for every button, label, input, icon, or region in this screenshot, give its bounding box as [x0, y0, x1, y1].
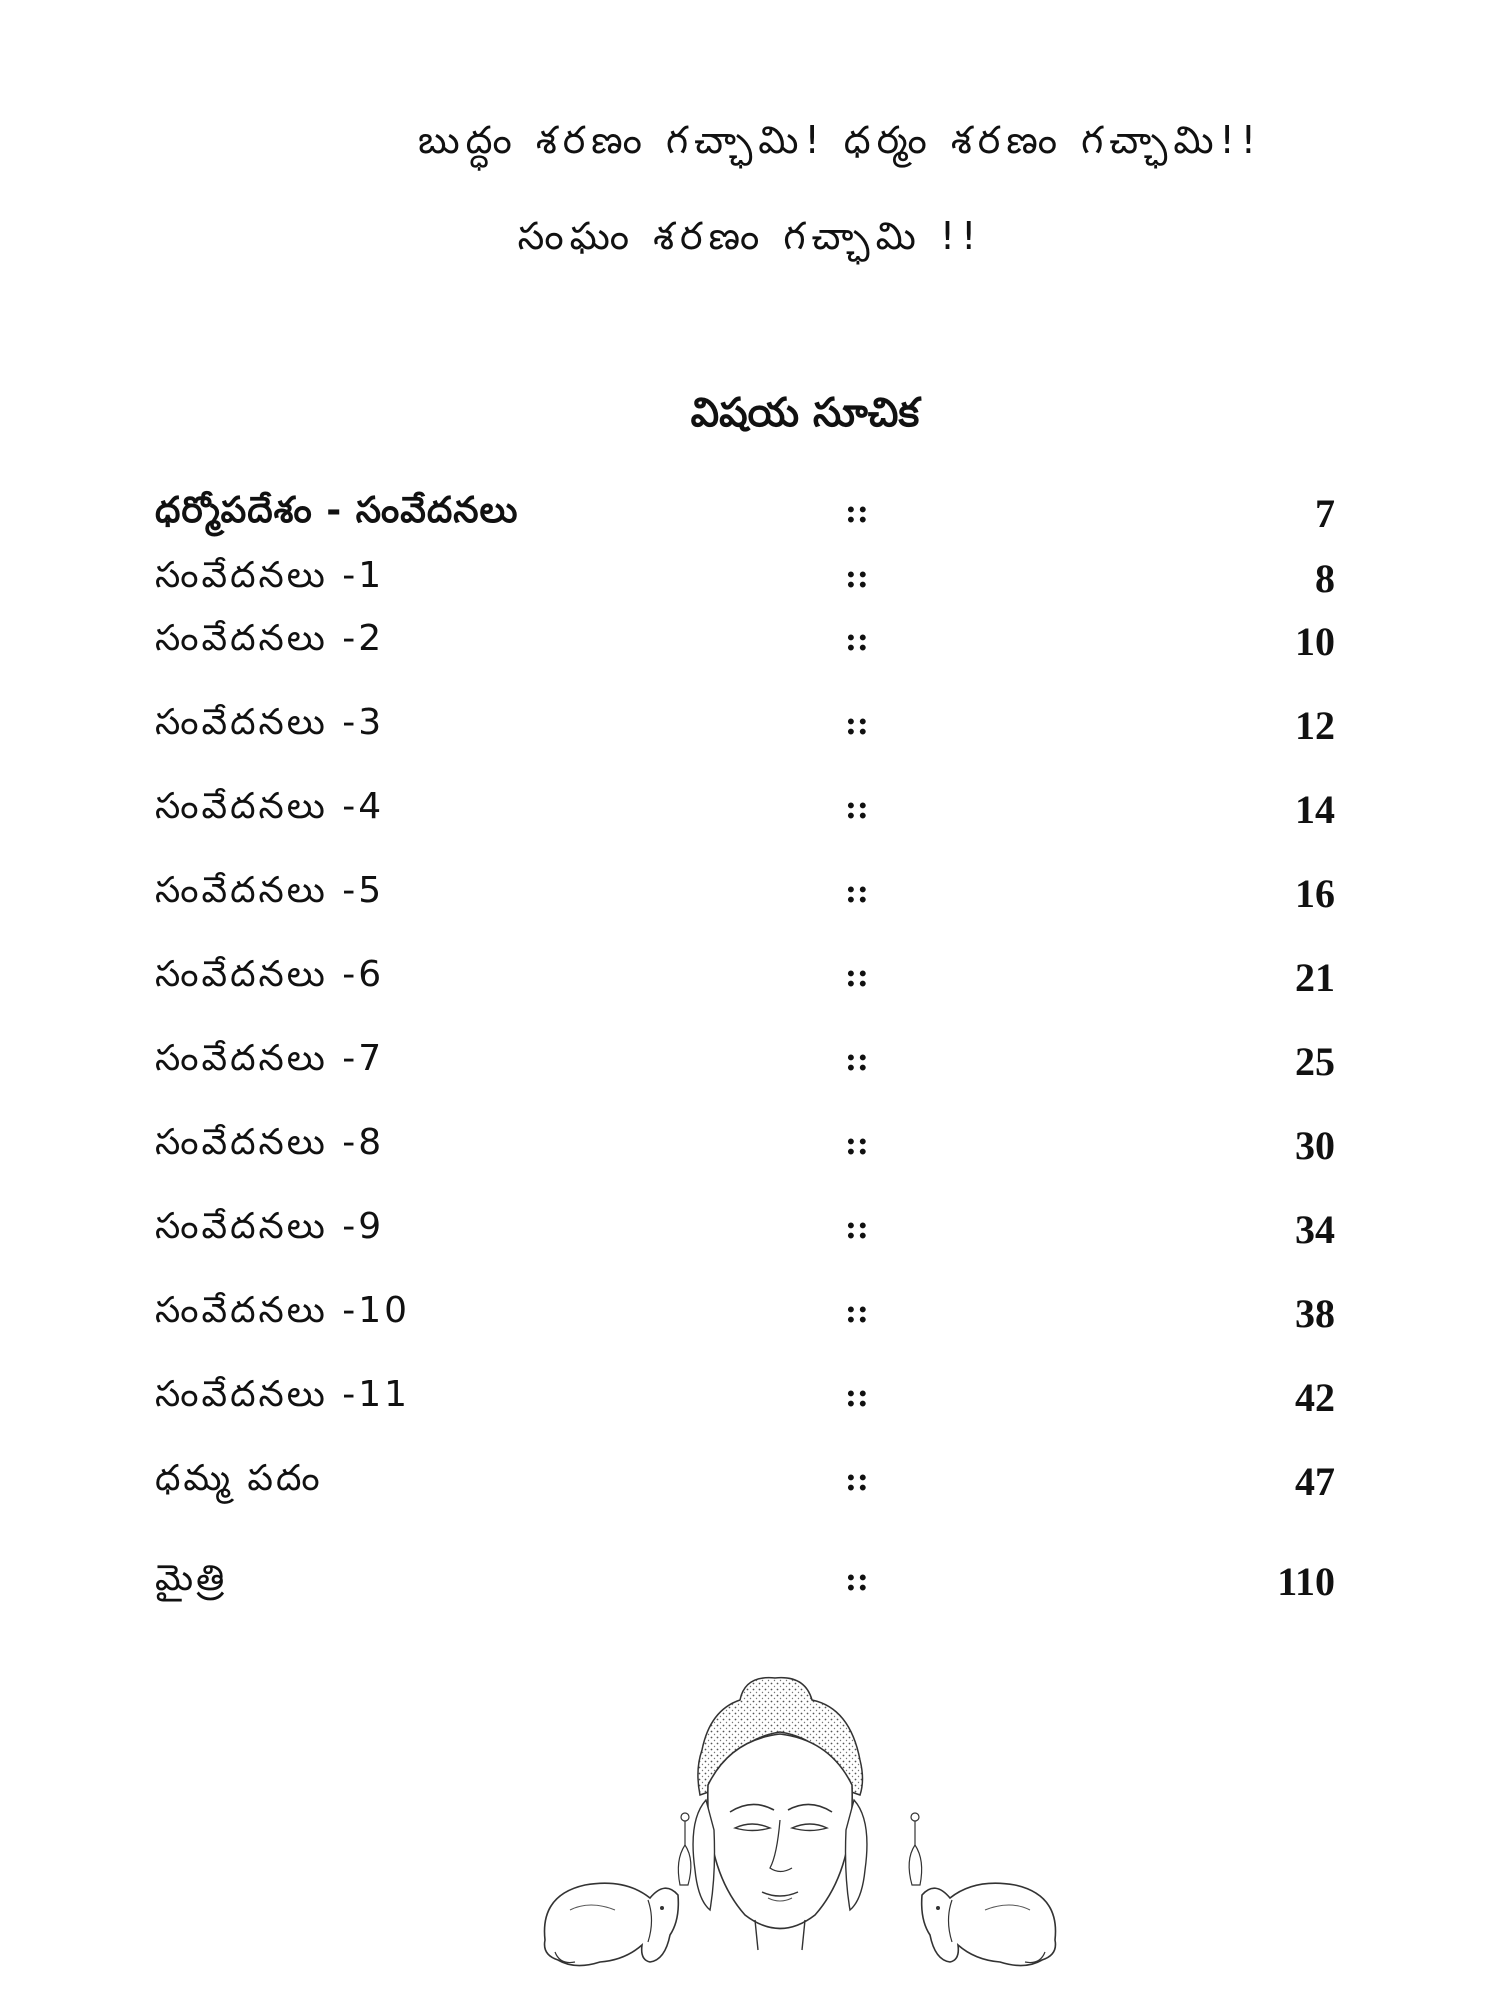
toc-entry-samvedanalu-11: [155, 1374, 1335, 1434]
toc-separator: ::: [845, 620, 869, 658]
toc-separator: ::: [845, 1292, 869, 1330]
toc-entry-samvedanalu-10: [155, 1290, 1335, 1350]
toc-entry-page: 38: [1295, 1291, 1335, 1336]
toc-separator: ::: [845, 557, 869, 595]
toc-entry-page: 47: [1295, 1459, 1335, 1504]
invocation-line-2: సంఘం శరణం గచ్ఛామి !!: [517, 214, 983, 258]
toc-entry-title: సంవేదనలు -7: [155, 1038, 385, 1079]
toc-entry-title: సంవేదనలు -4: [155, 786, 385, 827]
toc-entry-page: 8: [1315, 556, 1335, 601]
toc-entry-title: సంవేదనలు -10: [155, 1290, 411, 1331]
toc-separator: ::: [845, 1040, 869, 1078]
toc-entry-page: 42: [1295, 1375, 1335, 1420]
toc-entry-samvedanalu-7: [155, 1038, 1335, 1098]
toc-entry-title: మైత్రి: [155, 1558, 228, 1599]
toc-entry-samvedanalu-2: [155, 618, 1335, 678]
toc-entry-page: 7: [1315, 491, 1335, 536]
toc-entry-samvedanalu-8: [155, 1122, 1335, 1182]
toc-entry-maitri: [155, 1558, 1335, 1618]
invocation-line-1: బుద్ధం శరణం గచ్ఛామి! ధర్మం శరణం గచ్ఛామి!!: [418, 118, 1262, 162]
toc-entry-title: సంవేదనలు -11: [155, 1374, 411, 1415]
toc-entry-page: 14: [1295, 787, 1335, 832]
toc-entry-title: సంవేదనలు -8: [155, 1122, 385, 1163]
toc-entry-title: సంవేదనలు -5: [155, 870, 385, 911]
toc-entry-samvedanalu-6: [155, 954, 1335, 1014]
toc-separator: ::: [845, 1560, 869, 1598]
toc-separator: ::: [845, 1376, 869, 1414]
toc-separator: ::: [845, 788, 869, 826]
toc-entry-title: సంవేదనలు -9: [155, 1206, 385, 1247]
toc-separator: ::: [845, 1124, 869, 1162]
toc-entry-page: 16: [1295, 871, 1335, 916]
toc-entry-dhamma-padam: [155, 1458, 1335, 1518]
toc-separator: ::: [845, 1208, 869, 1246]
toc-separator: ::: [845, 872, 869, 910]
toc-entry-page: 21: [1295, 955, 1335, 1000]
toc-heading: విషయ సూచిక: [690, 390, 920, 436]
toc-entry-page: 30: [1295, 1123, 1335, 1168]
toc-separator: ::: [845, 1460, 869, 1498]
toc-entry-page: 25: [1295, 1039, 1335, 1084]
toc-entry-title: సంవేదనలు -3: [155, 702, 385, 743]
buddha-head-with-elephants-icon: [530, 1670, 1070, 1990]
toc-entry-samvedanalu-5: [155, 870, 1335, 930]
toc-entry-page: 110: [1277, 1559, 1335, 1604]
toc-separator: ::: [845, 704, 869, 742]
toc-entry-title: సంవేదనలు -1: [155, 555, 385, 596]
toc-entry-page: 34: [1295, 1207, 1335, 1252]
toc-entry-samvedanalu-1: [155, 555, 1335, 615]
toc-entry-page: 12: [1295, 703, 1335, 748]
toc-entry-samvedanalu-3: [155, 702, 1335, 762]
toc-entry-title: ధమ్మ పదం: [155, 1458, 323, 1499]
toc-entry-samvedanalu-9: [155, 1206, 1335, 1266]
toc-separator: ::: [845, 492, 869, 530]
toc-entry-samvedanalu-4: [155, 786, 1335, 846]
toc-separator: ::: [845, 956, 869, 994]
toc-entry-title: ధర్మోపదేశం - సంవేదనలు: [155, 490, 519, 531]
toc-entry-dharmopadesham: [155, 490, 1335, 550]
toc-entry-page: 10: [1295, 619, 1335, 664]
toc-entry-title: సంవేదనలు -6: [155, 954, 385, 995]
toc-entry-title: సంవేదనలు -2: [155, 618, 385, 659]
